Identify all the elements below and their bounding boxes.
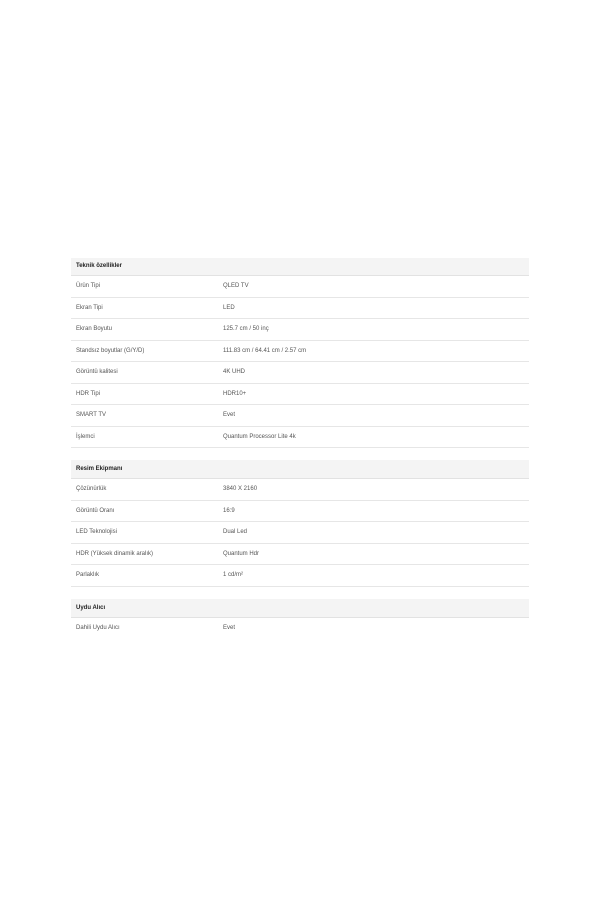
spec-row [71,618,529,640]
spec-label: SMART TV [76,412,107,419]
section-title: Uydu Alıcı [71,599,529,618]
spec-row [71,427,529,449]
spec-row [71,298,529,320]
section-title: Teknik özellikler [71,258,529,276]
spec-label: Çözünürlük [76,486,107,493]
spec-value: Dual Led [223,529,248,536]
spec-row [71,565,529,587]
spec-value: 125.7 cm / 50 inç [223,326,269,333]
spec-value: 4K UHD [223,369,246,376]
spec-label: Görüntü kalitesi [76,369,118,376]
spec-label: LED Teknolojisi [76,529,117,536]
spec-label: Ekran Tipi [76,304,103,311]
spec-row [71,479,529,501]
spec-label: Dahili Uydu Alıcı [76,625,120,632]
section-title: Resim Ekipmanı [71,460,529,479]
spec-label: İşlemci [76,433,95,440]
spec-row [71,319,529,341]
spec-value: 3840 X 2160 [223,486,258,493]
spec-label: HDR Tipi [76,390,101,397]
spec-label: Standsız boyutlar (G/Y/D) [76,347,145,354]
spec-value: QLED TV [223,283,249,290]
spec-row [71,544,529,566]
spec-label: Görüntü Oranı [76,507,115,514]
spec-section-technical [71,258,529,448]
spec-value: HDR10+ [223,390,247,397]
spec-row [71,341,529,363]
spec-value: 16:9 [223,507,235,514]
spec-row [71,276,529,298]
spec-row [71,362,529,384]
spec-value: Quantum Hdr [223,550,260,557]
spec-label: Parlaklık [76,572,100,579]
spec-label: Ürün Tipi [76,283,101,290]
spec-value: 111.83 cm / 64.41 cm / 2.57 cm [223,347,307,354]
spec-section-picture [71,460,529,587]
spec-value: Evet [223,412,236,419]
spec-value: Quantum Processor Lite 4k [223,433,296,440]
spec-table [71,258,529,639]
spec-label: HDR (Yüksek dinamik aralık) [76,550,154,557]
spec-label: Ekran Boyutu [76,326,113,333]
spec-value: Evet [223,625,236,632]
spec-row [71,405,529,427]
spec-row [71,522,529,544]
spec-value: 1 cd/m² [223,572,244,579]
spec-value: LED [223,304,235,311]
spec-section-satellite [71,599,529,640]
spec-row [71,384,529,406]
spec-row [71,501,529,523]
